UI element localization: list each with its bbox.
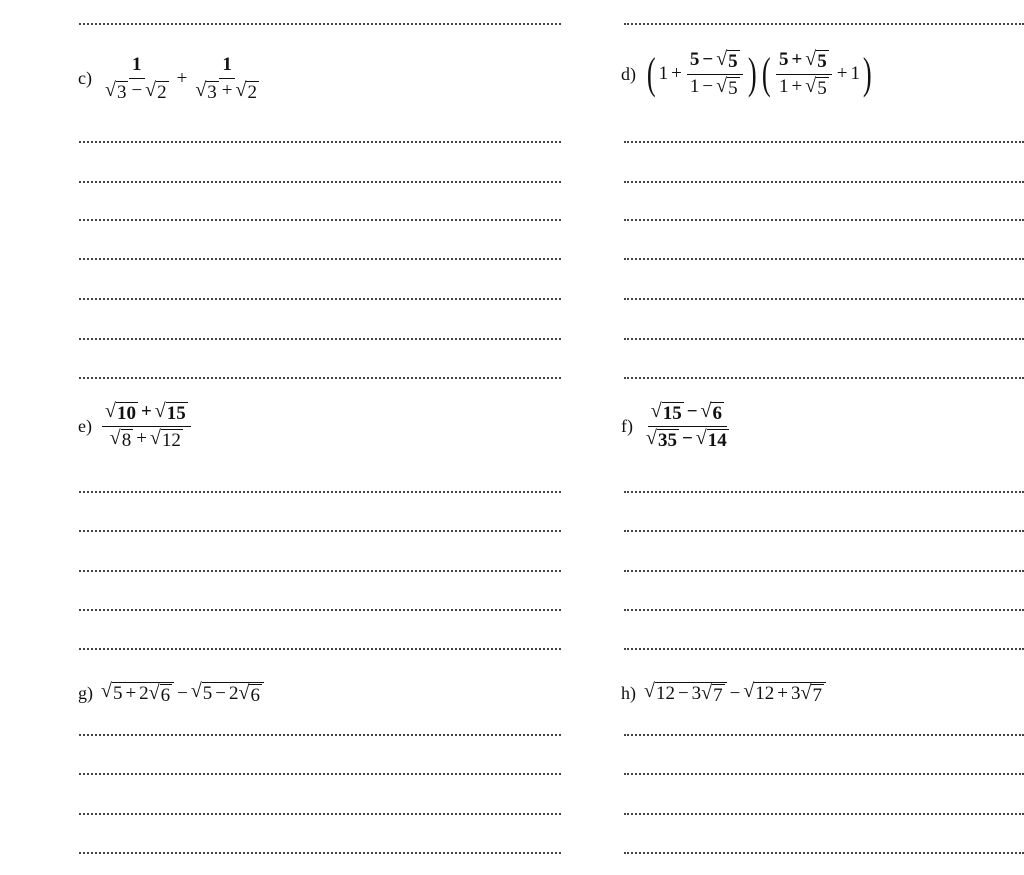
answer-line: [624, 181, 1024, 183]
answer-line: [624, 734, 1024, 736]
answer-line: [79, 338, 561, 340]
answer-line: [624, 530, 1024, 532]
denominator: √ 3 + √ 2: [195, 78, 257, 103]
problem-f: [621, 402, 734, 451]
fraction: 5 + √ 5 1 + √ 5: [776, 50, 832, 99]
answer-line: [79, 734, 561, 736]
answer-line: [79, 219, 561, 221]
problem-c: [78, 55, 264, 103]
problem-d: d) ( 1 + 5 − √ 5 1 − √ 5 ) ( 5 + √ 5 1 + √ 5 + 1 ): [621, 48, 872, 99]
problem-label: d): [621, 63, 636, 84]
answer-line: [79, 570, 561, 572]
answer-line: [79, 141, 561, 143]
answer-line: [624, 258, 1024, 260]
fraction: 5 − √ 5 1 − √ 5: [687, 50, 743, 99]
answer-line: [624, 609, 1024, 611]
answer-line: [79, 181, 561, 183]
answer-line: [624, 852, 1024, 854]
fraction: [102, 55, 172, 103]
answer-line: [624, 813, 1024, 815]
answer-line: [79, 773, 561, 775]
answer-line: [79, 648, 561, 650]
problem-label: c): [78, 68, 92, 89]
answer-line: [624, 377, 1024, 379]
answer-line: [79, 491, 561, 493]
answer-line: [79, 609, 561, 611]
problem-g: g) √ 5 + 2 √ 6 − √ 5 − 2 √ 6: [78, 682, 264, 706]
answer-line: [624, 570, 1024, 572]
problem-label: h): [621, 683, 636, 704]
answer-line: [79, 813, 561, 815]
answer-line: [624, 648, 1024, 650]
problem-label: e): [78, 415, 92, 436]
answer-line: [624, 491, 1024, 493]
answer-line: [79, 23, 561, 25]
answer-line: [624, 219, 1024, 221]
problem-label: g): [78, 683, 93, 704]
fraction: √ 10 + √ 15 √ 8 + √ 12: [102, 402, 191, 451]
answer-line: [624, 773, 1024, 775]
answer-line: [79, 298, 561, 300]
problem-e: [78, 402, 193, 451]
answer-line: [624, 338, 1024, 340]
answer-line: [79, 530, 561, 532]
fraction: [192, 55, 262, 103]
answer-line: [624, 141, 1024, 143]
fraction: √ 15 − √ 6 √ 35 − √ 14: [646, 400, 727, 451]
answer-line: [79, 377, 561, 379]
numerator: 1: [129, 55, 145, 79]
numerator: 1: [219, 55, 235, 79]
answer-line: [79, 258, 561, 260]
problem-label: f): [621, 415, 633, 436]
answer-line: [79, 852, 561, 854]
plus-sign: +: [176, 67, 188, 89]
problem-h: h) √ 12 − 3 √ 7 − √ 12 + 3 √ 7: [621, 682, 826, 706]
answer-line: [624, 298, 1024, 300]
answer-line: [624, 23, 1024, 25]
denominator: √ 3 − √ 2: [104, 78, 167, 103]
